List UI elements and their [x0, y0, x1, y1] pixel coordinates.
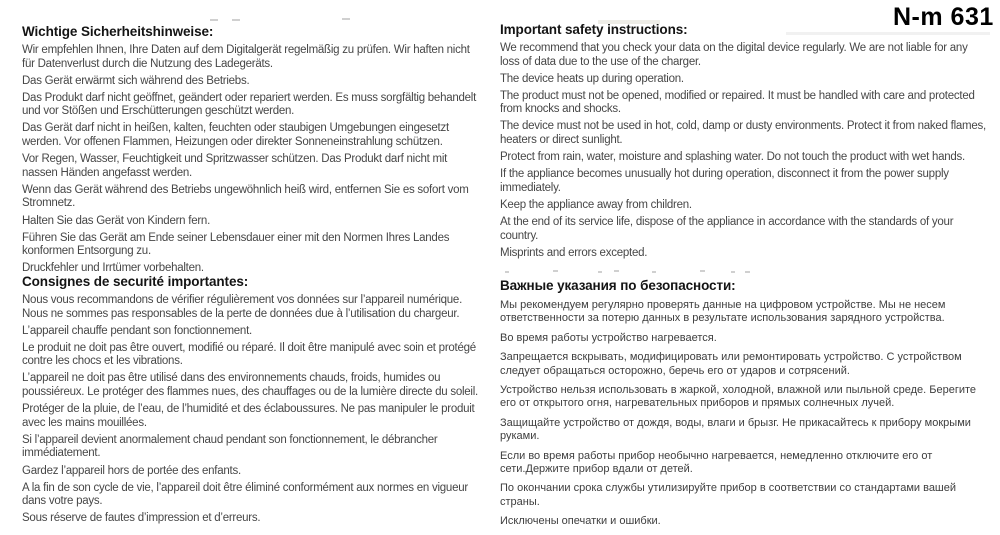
paragraph: Wenn das Gerät während des Betriebs ungewöhnlich heiß wird, entfernen Sie es sofort vom Stromnetz.: [22, 183, 469, 210]
section-german: [22, 24, 480, 279]
paragraph: The device must not be used in hot, cold, damp or dusty environments. Protect it from naked flames, heaters or direct sunlight.: [500, 120, 986, 147]
paragraph: Vor Regen, Wasser, Feuchtigkeit und Spritzwasser schützen. Das Produkt darf nicht mit nassen Händen angefasst werden.: [22, 153, 448, 179]
paragraph: Das Produkt darf nicht geöffnet, geändert oder repariert werden. Es muss sorgfältig behandelt und vor Stößen und Erschütterungen geschützt werden.: [22, 91, 477, 118]
paragraph: Защищайте устройство от дождя, воды, влаги и брызг. Не прикасайтесь к прибору мокрыми руками.: [500, 416, 971, 443]
paragraph: Устройство нельзя использовать в жаркой, холодной, влажной или пыльной среде. Берегите его от открытого огня, нагревательных приборов и прямых солнечных лучей.: [500, 384, 977, 410]
paragraph: The product must not be opened, modified or repaired. It must be handled with care and protected from knocks and shocks.: [500, 89, 975, 116]
scan-artifact: [505, 271, 509, 273]
paragraph: We recommend that you check your data on the digital device regularly. We are not liable for any loss of data due to the use of the charger.: [500, 42, 968, 68]
paragraph: Keep the appliance away from children.: [500, 198, 692, 211]
paragraph: Во время работы устройство нагревается.: [500, 331, 717, 344]
paragraph: If the appliance becomes unusually hot during operation, disconnect it from the power supply immediately.: [500, 168, 949, 194]
paragraph: По окончании срока службы утилизируйте прибор в соответствии со стандартами вашей страны.: [500, 482, 957, 508]
scan-artifact: [652, 271, 656, 273]
scan-artifact: [700, 270, 705, 272]
section-english-heading: Important safety instructions:: [500, 22, 688, 37]
section-german-heading: Wichtige Sicherheitshinweise:: [22, 24, 214, 39]
paragraph: Если во время работы прибор необычно нагревается, немедленно отключите его от сети.Держите прибор вдали от детей.: [500, 449, 933, 476]
paragraph: Misprints and errors excepted.: [500, 246, 648, 259]
section-russian-heading: Важные указания по безопасности:: [500, 278, 736, 293]
paragraph: L’appareil ne doit pas être utilisé dans des environnements chauds, froids, humides ou poussiéreux. Le protéger des flammes nues, des chauffages ou de la lumière directe du soleil.: [22, 372, 478, 399]
paragraph: L’appareil chauffe pendant son fonctionnement.: [22, 324, 252, 337]
paragraph: Halten Sie das Gerät von Kindern fern.: [22, 214, 211, 227]
section-french-heading: Consignes de securité importantes:: [22, 274, 249, 289]
paragraph: Das Gerät erwärmt sich während des Betriebs.: [22, 74, 250, 87]
paragraph: Le produit ne doit pas être ouvert, modifié ou réparé. Il doit être manipulé avec soin et protégé contre les chocs et les vibrations.: [22, 341, 476, 368]
paragraph: Si l’appareil devient anormalement chaud pendant son fonctionnement, le débrancher immédiatement.: [22, 433, 438, 460]
section-russian: [500, 278, 990, 535]
scan-artifact: [614, 270, 619, 272]
section-english: [500, 22, 989, 264]
model-number: N-m 631: [893, 3, 994, 31]
paragraph: A la fin de son cycle de vie, l’appareil doit être éliminé conformément aux normes en vigueur dans votre pays.: [22, 481, 468, 508]
scan-artifact: [598, 271, 602, 273]
paragraph: Запрещается вскрывать, модифицировать или ремонтировать устройство. С устройством следует обращаться осторожно, беречь его от ударов и сотрясений.: [500, 351, 962, 377]
scan-artifact: [731, 271, 735, 273]
paragraph: Мы рекомендуем регулярно проверять данные на цифровом устройстве. Мы не несем ответственности за потерю данных в результате использования зарядного устройства.: [500, 299, 946, 325]
scan-artifact: [553, 270, 558, 272]
paragraph: Führen Sie das Gerät am Ende seiner Lebensdauer einer mit den Normen Ihres Landes konformen Entsorgung zu.: [22, 231, 450, 258]
paragraph: At the end of its service life, dispose of the appliance in accordance with the standards of your country.: [500, 216, 954, 242]
paragraph: The device heats up during operation.: [500, 72, 684, 85]
section-french: [22, 274, 484, 529]
scan-artifact: [598, 20, 660, 24]
paragraph: Sous réserve de fautes d’impression et d’erreurs.: [22, 512, 261, 525]
scan-artifact: [232, 19, 240, 21]
scan-artifact: [210, 19, 218, 21]
paragraph: Das Gerät darf nicht in heißen, kalten, feuchten oder staubigen Umgebungen eingesetzt werden. Vor offenen Flammen, Heizungen oder direkter Sonneneinstrahlung schützen.: [22, 122, 449, 149]
paragraph: Druckfehler und Irrtümer vorbehalten.: [22, 262, 204, 275]
paragraph: Gardez l’appareil hors de portée des enfants.: [22, 464, 241, 477]
scan-artifact: [745, 271, 750, 273]
paragraph: Protéger de la pluie, de l’eau, de l’humidité et des éclaboussures. Ne pas manipuler le produit avec les mains mouillées.: [22, 403, 475, 429]
paragraph: Protect from rain, water, moisture and splashing water. Do not touch the product with wet hands.: [500, 151, 966, 164]
scan-artifact: [786, 32, 990, 35]
scan-artifact: [342, 18, 350, 20]
paragraph: Исключены опечатки и ошибки.: [500, 515, 661, 528]
paragraph: Nous vous recommandons de vérifier régulièrement vos données sur l’appareil numérique. Nous ne sommes pas responsables de la perte de données due à l’utilisation du chargeur.: [22, 294, 463, 320]
paragraph: Wir empfehlen Ihnen, Ihre Daten auf dem Digitalgerät regelmäßig zu prüfen. Wir haften nicht für Datenverlust durch die Nutzung des Ladegeräts.: [22, 44, 470, 70]
